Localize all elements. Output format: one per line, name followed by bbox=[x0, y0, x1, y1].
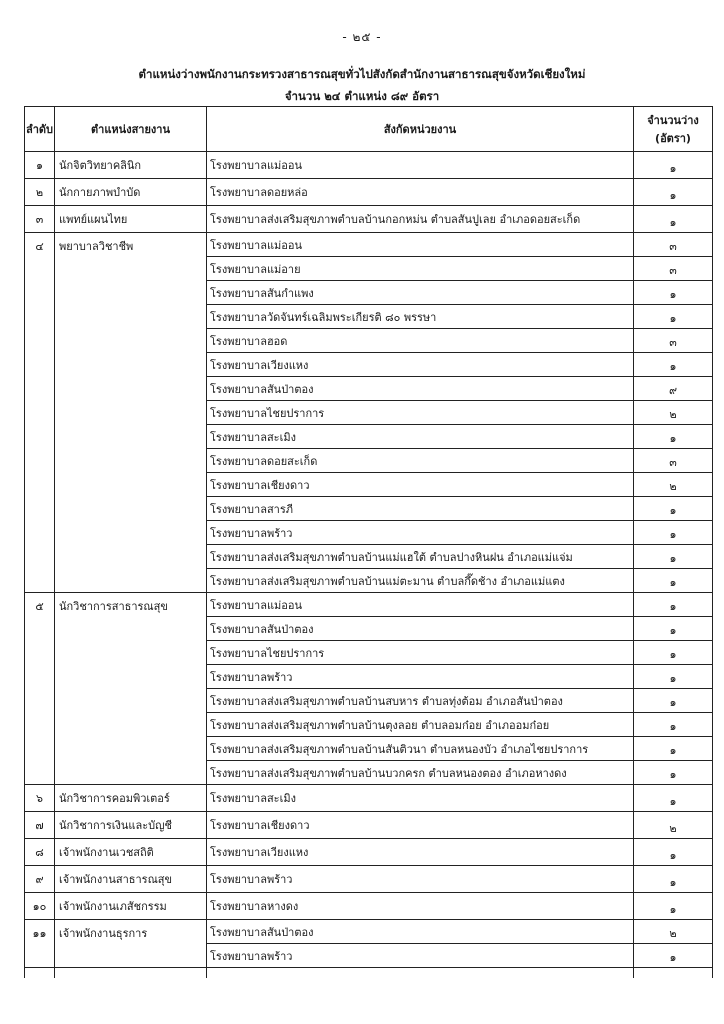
unit-name: โรงพยาบาลพร้าว bbox=[207, 866, 634, 893]
vacancy-count: ๓ bbox=[634, 329, 713, 353]
vacancy-count: ๑ bbox=[634, 497, 713, 521]
vacancy-count: ๑ bbox=[634, 641, 713, 665]
unit-name: โรงพยาบาลสันป่าตอง bbox=[207, 920, 634, 944]
unit-name: โรงพยาบาลสะเมิง bbox=[207, 785, 634, 812]
header-count-line1: จำนวนว่าง bbox=[647, 114, 699, 127]
vacancy-table bbox=[24, 106, 713, 978]
vacancy-count: ๑ bbox=[634, 152, 713, 179]
unit-name: โรงพยาบาลสันป่าตอง bbox=[207, 617, 634, 641]
unit-name: โรงพยาบาลฮอด bbox=[207, 329, 634, 353]
vacancy-count: ๙ bbox=[634, 377, 713, 401]
table-row bbox=[25, 893, 713, 920]
vacancy-count: ๑ bbox=[634, 521, 713, 545]
document-subtitle: จำนวน ๒๔ ตำแหน่ง ๘๙ อัตรา bbox=[284, 89, 440, 103]
table-row bbox=[25, 839, 713, 866]
vacancy-count: ๑ bbox=[634, 425, 713, 449]
continuation-cell bbox=[207, 968, 634, 979]
table-row bbox=[25, 179, 713, 206]
unit-name: โรงพยาบาลเวียงแหง bbox=[207, 839, 634, 866]
row-number: ๑ bbox=[25, 152, 55, 179]
unit-name: โรงพยาบาลส่งเสริมสุขภาพตำบลบ้านตุงลอย ตำบลอมก๋อย อำเภออมก๋อย bbox=[207, 713, 634, 737]
unit-name: โรงพยาบาลเชียงดาว bbox=[207, 812, 634, 839]
vacancy-count: ๑ bbox=[634, 545, 713, 569]
unit-name: โรงพยาบาลส่งเสริมสุขภาพตำบลบ้านแม่ตะมาน ตำบลกึ๊ดช้าง อำเภอแม่แตง bbox=[207, 569, 634, 593]
position-name: เจ้าพนักงานเวชสถิติ bbox=[55, 839, 207, 866]
unit-name: โรงพยาบาลพร้าว bbox=[207, 665, 634, 689]
position-name: นักวิชาการสาธารณสุข bbox=[55, 593, 207, 785]
vacancy-count: ๒ bbox=[634, 920, 713, 944]
unit-name: โรงพยาบาลเชียงดาว bbox=[207, 473, 634, 497]
table-body bbox=[25, 152, 713, 979]
row-number: ๘ bbox=[25, 839, 55, 866]
table-row bbox=[25, 152, 713, 179]
vacancy-count: ๑ bbox=[634, 569, 713, 593]
vacancy-count: ๑ bbox=[634, 593, 713, 617]
position-name: แพทย์แผนไทย bbox=[55, 206, 207, 233]
unit-name: โรงพยาบาลส่งเสริมสุขภาพตำบลบ้านสันติวนา ตำบลหนองบัว อำเภอไชยปราการ bbox=[207, 737, 634, 761]
unit-name: โรงพยาบาลส่งเสริมสุขภาพตำบลบ้านบวกครก ตำบลหนองตอง อำเภอหางดง bbox=[207, 761, 634, 785]
header-count bbox=[634, 107, 713, 152]
table-row bbox=[25, 812, 713, 839]
vacancy-count: ๑ bbox=[634, 839, 713, 866]
row-number: ๑๑ bbox=[25, 920, 55, 968]
row-number: ๙ bbox=[25, 866, 55, 893]
row-number: ๗ bbox=[25, 812, 55, 839]
unit-name: โรงพยาบาลสันป่าตอง bbox=[207, 377, 634, 401]
unit-name: โรงพยาบาลสารภี bbox=[207, 497, 634, 521]
position-name: เจ้าพนักงานเภสัชกรรม bbox=[55, 893, 207, 920]
table-row bbox=[25, 785, 713, 812]
vacancy-count: ๒ bbox=[634, 812, 713, 839]
header-unit: สังกัดหน่วยงาน bbox=[207, 107, 634, 152]
vacancy-count: ๑ bbox=[634, 665, 713, 689]
vacancy-count: ๑ bbox=[634, 866, 713, 893]
table-row bbox=[25, 920, 713, 944]
row-number: ๓ bbox=[25, 206, 55, 233]
unit-name: โรงพยาบาลแม่อาย bbox=[207, 257, 634, 281]
table-continuation bbox=[25, 968, 713, 979]
header-position: ตำแหน่งสายงาน bbox=[55, 107, 207, 152]
position-name: นักกายภาพบำบัด bbox=[55, 179, 207, 206]
position-name: นักจิตวิทยาคลินิก bbox=[55, 152, 207, 179]
row-number: ๕ bbox=[25, 593, 55, 785]
position-name: เจ้าพนักงานธุรการ bbox=[55, 920, 207, 968]
position-name: พยาบาลวิชาชีพ bbox=[55, 233, 207, 593]
page-number: - ๒๕ - bbox=[342, 30, 382, 44]
unit-name: โรงพยาบาลไชยปราการ bbox=[207, 401, 634, 425]
unit-name: โรงพยาบาลวัดจันทร์เฉลิมพระเกียรติ ๘๐ พรรษา bbox=[207, 305, 634, 329]
row-number: ๖ bbox=[25, 785, 55, 812]
unit-name: โรงพยาบาลดอยสะเก็ด bbox=[207, 449, 634, 473]
unit-name: โรงพยาบาลไชยปราการ bbox=[207, 641, 634, 665]
vacancy-count: ๑ bbox=[634, 785, 713, 812]
unit-name: โรงพยาบาลแม่ออน bbox=[207, 152, 634, 179]
vacancy-count: ๑ bbox=[634, 737, 713, 761]
header-count-line2: (อัตรา) bbox=[655, 132, 691, 145]
unit-name: โรงพยาบาลแม่ออน bbox=[207, 233, 634, 257]
table-header-row bbox=[25, 107, 713, 152]
unit-name: โรงพยาบาลพร้าว bbox=[207, 521, 634, 545]
unit-name: โรงพยาบาลหางดง bbox=[207, 893, 634, 920]
vacancy-count: ๑ bbox=[634, 206, 713, 233]
vacancy-count: ๑ bbox=[634, 713, 713, 737]
vacancy-count: ๓ bbox=[634, 233, 713, 257]
vacancy-count: ๑ bbox=[634, 761, 713, 785]
vacancy-count: ๑ bbox=[634, 179, 713, 206]
unit-name: โรงพยาบาลแม่ออน bbox=[207, 593, 634, 617]
vacancy-count: ๑ bbox=[634, 944, 713, 968]
vacancy-count: ๓ bbox=[634, 449, 713, 473]
continuation-cell bbox=[25, 968, 55, 979]
table-row bbox=[25, 866, 713, 893]
unit-name: โรงพยาบาลส่งเสริมสุขภาพตำบลบ้านกอกหม่น ตำบลสันปูเลย อำเภอดอยสะเก็ด bbox=[207, 206, 634, 233]
position-name: เจ้าพนักงานสาธารณสุข bbox=[55, 866, 207, 893]
table-row bbox=[25, 593, 713, 617]
row-number: ๒ bbox=[25, 179, 55, 206]
unit-name: โรงพยาบาลส่งเสริมสุขภาพตำบลบ้านสบหาร ตำบลทุ่งต้อม อำเภอสันป่าตอง bbox=[207, 689, 634, 713]
vacancy-count: ๒ bbox=[634, 473, 713, 497]
unit-name: โรงพยาบาลสันกำแพง bbox=[207, 281, 634, 305]
table-row bbox=[25, 206, 713, 233]
continuation-cell bbox=[634, 968, 713, 979]
unit-name: โรงพยาบาลสะเมิง bbox=[207, 425, 634, 449]
unit-name: โรงพยาบาลเวียงแหง bbox=[207, 353, 634, 377]
vacancy-count: ๑ bbox=[634, 893, 713, 920]
document-title: ตำแหน่งว่างพนักงานกระทรวงสาธารณสุขทั่วไปสังกัดสำนักงานสาธารณสุขจังหวัดเชียงใหม่ bbox=[138, 67, 586, 81]
unit-name: โรงพยาบาลพร้าว bbox=[207, 944, 634, 968]
position-name: นักวิชาการคอมพิวเตอร์ bbox=[55, 785, 207, 812]
row-number: ๔ bbox=[25, 233, 55, 593]
header-no: ลำดับ bbox=[25, 107, 55, 152]
vacancy-count: ๒ bbox=[634, 401, 713, 425]
position-name: นักวิชาการเงินและบัญชี bbox=[55, 812, 207, 839]
vacancy-count: ๑ bbox=[634, 281, 713, 305]
vacancy-count: ๑ bbox=[634, 617, 713, 641]
vacancy-count: ๑ bbox=[634, 353, 713, 377]
vacancy-count: ๑ bbox=[634, 305, 713, 329]
continuation-cell bbox=[55, 968, 207, 979]
row-number: ๑๐ bbox=[25, 893, 55, 920]
table-row bbox=[25, 233, 713, 257]
vacancy-count: ๓ bbox=[634, 257, 713, 281]
unit-name: โรงพยาบาลดอยหล่อ bbox=[207, 179, 634, 206]
vacancy-count: ๑ bbox=[634, 689, 713, 713]
unit-name: โรงพยาบาลส่งเสริมสุขภาพตำบลบ้านแม่แฮใต้ ตำบลปางหินฝน อำเภอแม่แจ่ม bbox=[207, 545, 634, 569]
